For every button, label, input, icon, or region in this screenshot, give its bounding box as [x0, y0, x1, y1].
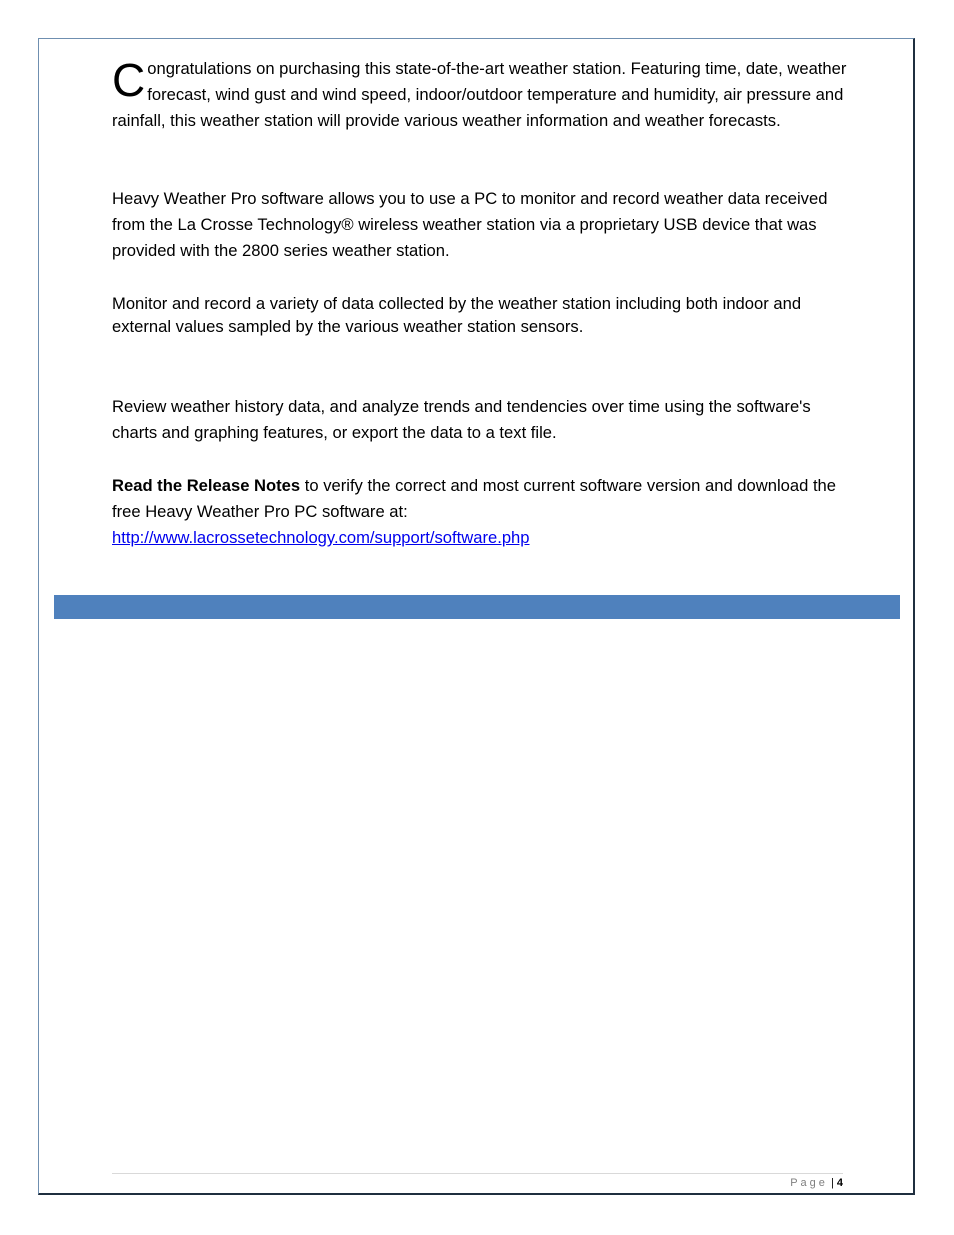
page-footer — [112, 1175, 843, 1191]
release-paragraph — [112, 473, 852, 551]
page-separator: | — [827, 1177, 837, 1189]
intro-paragraph — [112, 56, 852, 134]
intro-text: ongratulations on purchasing this state-of-the-art weather station. Featuring time, date, weather forecast, wind gust and wind speed, indoor/outdoor temperature and humidity, air pressure and rainfall, this weather station will provide various weather information and weather forecasts. — [112, 59, 847, 130]
release-notes-bold: Read the Release Notes — [112, 476, 301, 495]
section-divider-bar — [54, 595, 900, 619]
footer-rule — [112, 1173, 843, 1174]
software-paragraph: Heavy Weather Pro software allows you to use a PC to monitor and record weather data received from the La Crosse Technology® wireless weather station via a proprietary USB device that was provided with the 2800 series weather station. — [112, 189, 828, 260]
software-download-link[interactable]: http://www.lacrossetechnology.com/support/software.php — [112, 528, 530, 547]
release-text: to verify the correct and most current software version and download the free Heavy Weather Pro PC software at: — [112, 476, 837, 521]
page-label: Page — [790, 1177, 828, 1189]
history-paragraph: Review weather history data, and analyze trends and tendencies over time using the software's charts and graphing features, or export the data to a text file. — [112, 397, 811, 442]
page-number: 4 — [836, 1177, 843, 1189]
drop-cap: C — [112, 54, 146, 106]
monitor-paragraph: Monitor and record a variety of data collected by the weather station including both indoor and external values sampled by the various weather station sensors. — [112, 294, 802, 336]
